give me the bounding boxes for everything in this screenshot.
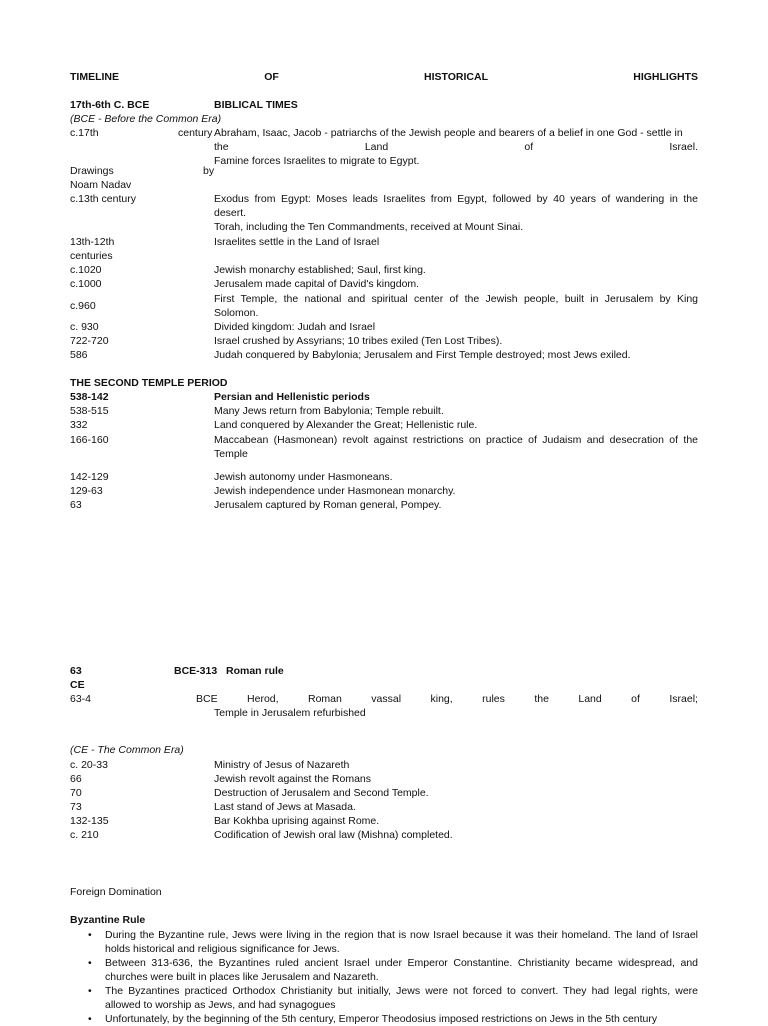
row-text: Jewish independence under Hasmonean monarchy. <box>214 485 456 497</box>
row-text: Temple in Jerusalem refurbished <box>214 707 366 719</box>
row-date: centuries <box>70 250 113 262</box>
row-date: c. 930 <box>70 321 99 333</box>
row-text: Destruction of Jerusalem and Second Temple. <box>214 787 429 799</box>
row-date: 538-515 <box>70 405 109 417</box>
row-text: Codification of Jewish oral law (Mishna) completed. <box>214 829 453 841</box>
word: Roman <box>307 693 342 705</box>
row-text: Famine forces Israelites to migrate to Egypt. <box>214 155 420 167</box>
row-text: First Temple, the national and spiritual center of the Jewish people, built in Jerusalem by King <box>214 293 698 305</box>
credit-label: Drawings <box>70 165 114 177</box>
row-date: c. 20-33 <box>70 759 108 771</box>
row-date: c.17th <box>70 127 99 139</box>
row-date: 586 <box>70 349 88 361</box>
row-date: 129-63 <box>70 485 103 497</box>
section-subtitle: Persian and Hellenistic periods <box>214 391 370 403</box>
list-item: • The Byzantines practiced Orthodox Christianity but initially, Jews were not forced to convert. They had legal rights, were allowed to worship as Jews, and had synagogues <box>88 984 698 1012</box>
row-text-justified <box>196 692 698 706</box>
section-subheading: Byzantine Rule <box>70 914 146 926</box>
row-text: Bar Kokhba uprising against Rome. <box>214 815 380 827</box>
word: Herod, <box>247 693 279 705</box>
period-label: 17th-6th C. BCE <box>70 99 150 111</box>
period-label: 538-142 <box>70 391 109 403</box>
title-word: HIGHLIGHTS <box>633 71 698 83</box>
word: Land <box>364 141 389 153</box>
word: rules <box>482 693 505 705</box>
row-date: century <box>178 127 213 139</box>
word: the <box>214 141 229 153</box>
word: king, <box>430 693 453 705</box>
section-heading: Foreign Domination <box>70 886 162 898</box>
row-date: 66 <box>70 773 82 785</box>
row-date: 73 <box>70 801 82 813</box>
row-date: 332 <box>70 419 88 431</box>
word: vassal <box>371 693 402 705</box>
row-date: c.1000 <box>70 278 102 290</box>
row-text: Israel crushed by Assyrians; 10 tribes exiled (Ten Lost Tribes). <box>214 335 503 347</box>
row-date: 166-160 <box>70 434 109 446</box>
row-date: 70 <box>70 787 82 799</box>
list-item: • Unfortunately, by the beginning of the 5th century, Emperor Theodosius imposed restrictions on Jews in the 5th century <box>88 1012 698 1026</box>
section-title: BIBLICAL TIMES <box>214 99 298 111</box>
section-title: Roman rule <box>226 665 284 677</box>
bullet-list <box>88 928 698 1026</box>
row-date: 63 <box>70 499 82 511</box>
period-label: CE <box>70 679 85 691</box>
row-date: c. 210 <box>70 829 99 841</box>
credit-name: Noam Nadav <box>70 179 132 191</box>
row-text: Israelites settle in the Land of Israel <box>214 236 380 248</box>
word: of <box>631 693 640 705</box>
row-text: Judah conquered by Babylonia; Jerusalem and First Temple destroyed; most Jews exiled. <box>214 349 631 361</box>
row-date: 63-4 <box>70 693 92 705</box>
row-text: Ministry of Jesus of Nazareth <box>214 759 350 771</box>
word: the <box>534 693 549 705</box>
row-text: Temple <box>214 448 248 460</box>
row-date: 142-129 <box>70 471 109 483</box>
word: Land <box>578 693 602 705</box>
word: BCE <box>196 693 218 705</box>
row-text: Jewish monarchy established; Saul, first king. <box>214 264 426 276</box>
section-title: THE SECOND TEMPLE PERIOD <box>70 377 228 389</box>
row-text: Jerusalem made capital of David's kingdom. <box>214 278 420 290</box>
word: Israel; <box>669 693 698 705</box>
title-word: HISTORICAL <box>424 71 489 83</box>
row-date: c.13th century <box>70 193 136 205</box>
row-text: Many Jews return from Babylonia; Temple rebuilt. <box>214 405 444 417</box>
title-word: TIMELINE <box>70 71 119 83</box>
row-text: Exodus from Egypt: Moses leads Israelites from Egypt, followed by 40 years of wandering in the <box>214 193 698 205</box>
row-text-justified <box>214 140 698 154</box>
period-label: 63 <box>70 665 82 677</box>
row-date: c.960 <box>70 300 96 312</box>
row-date: 722-720 <box>70 335 109 347</box>
row-text: Maccabean (Hasmonean) revolt against restrictions on practice of Judaism and desecration of the <box>214 434 698 446</box>
row-text: Divided kingdom: Judah and Israel <box>214 321 376 333</box>
row-text: Last stand of Jews at Masada. <box>214 801 356 813</box>
row-text: Jewish autonomy under Hasmoneans. <box>214 471 393 483</box>
row-text: Jewish revolt against the Romans <box>214 773 371 785</box>
row-date: 132-135 <box>70 815 109 827</box>
list-item: • During the Byzantine rule, Jews were living in the region that is now Israel because it was their homeland. The land of Israel holds historical and religious significance for Jews. <box>88 928 698 956</box>
era-note: (CE - The Common Era) <box>70 744 184 756</box>
credit-label: by <box>203 165 215 177</box>
row-text: desert. <box>214 207 247 219</box>
period-label: BCE-313 <box>174 665 218 677</box>
word: Israel. <box>669 141 698 153</box>
row-text: Torah, including the Ten Commandments, received at Mount Sinai. <box>214 221 524 233</box>
document-title <box>70 70 698 84</box>
row-text: Solomon. <box>214 307 259 319</box>
row-date: 13th-12th <box>70 236 115 248</box>
row-text: Abraham, Isaac, Jacob - patriarchs of the Jewish people and bearers of a belief in one God - settle in <box>214 127 683 139</box>
title-word: OF <box>264 71 279 83</box>
row-text: Jerusalem captured by Roman general, Pompey. <box>214 499 442 511</box>
word: of <box>524 141 534 153</box>
list-item: • Between 313-636, the Byzantines ruled ancient Israel under Emperor Constantine. Christianity became widespread, and churches were built in places like Jerusalem and Nazareth. <box>88 956 698 984</box>
row-date: c.1020 <box>70 264 102 276</box>
era-note: (BCE - Before the Common Era) <box>70 113 222 125</box>
row-text: Land conquered by Alexander the Great; Hellenistic rule. <box>214 419 478 431</box>
